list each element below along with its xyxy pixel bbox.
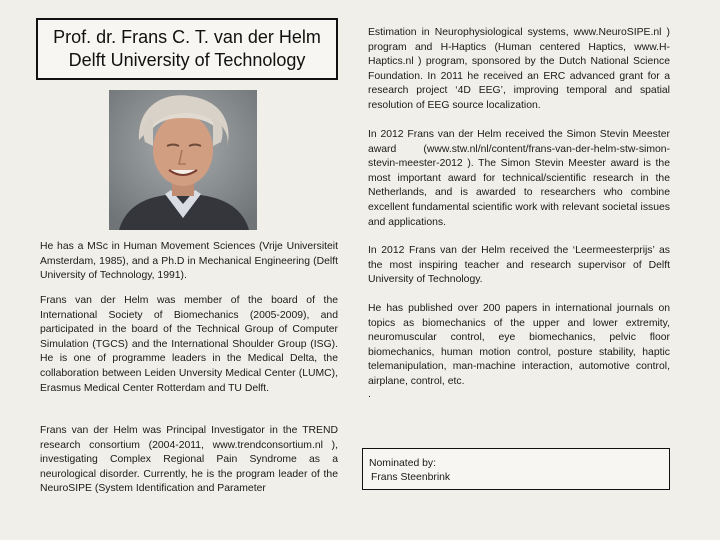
nomination-name: Frans Steenbrink <box>371 472 451 483</box>
right-paragraph-neurosipe: Estimation in Neurophysiological systems, www.NeuroSIPE.nl ) program and H-Haptics (Human centered Haptics, www.H-Haptics.nl ) program, sponsored by the Dutch National Science Foundation. In 2011 he received an ERC advanced grant for a research project ‘4D EEG’, improving temporal and spatial resolution of EEG source localization. <box>368 27 670 111</box>
right-paragraph-simon-stevin: In 2012 Frans van der Helm received the Simon Stevin Meester award (www.stw.nl/nl/content/frans-van-der-helm-stw-simon-stevin-meester-2012 ). The Simon Stevin Meester award is the most important award for technical/scientific research in the Netherlands, and is awarded to researchers who combine excellent fundamental scientific work with relevant societal issues and applications. <box>368 129 670 228</box>
portrait-illustration <box>109 90 257 230</box>
left-paragraph-trend: Frans van der Helm was Principal Investigator in the TREND research consortium (2004-2011, www.trendconsortium.nl ), investigating Complex Regional Pain Syndrome as a neurological disorder. Currently, he is the program leader of the NeuroSIPE (System Identification and Parameter <box>40 425 338 495</box>
right-paragraph-publications: He has published over 200 papers in international journals on topics as biomechanics of the upper and lower extremity, neuromuscular control, eye biomechanics, pelvic floor biomechanics, human motion control, posture stability, haptic telemanipulation, man-machine interaction, automotive control, airplane, control, etc. <box>368 303 670 387</box>
right-paragraph-leermeesterprijs: In 2012 Frans van der Helm received the ‘Leermeesterprijs’ as the most inspiring teacher and research supervisor of Delft University of Technology. <box>368 245 670 286</box>
title-affiliation: Delft University of Technology <box>68 50 306 70</box>
left-paragraph-boards: Frans van der Helm was member of the board of the International Society of Biomechanics (2005-2009), and participated in the board of the Technical Group of Computer Simulation (TGCS) and the International Shoulder Group (ISG). He is one of programme leaders in the Medical Delta, the collaboration between Leiden Unversity Medical Center (LUMC), Erasmus Medical Center Rotterdam and TU Delft. <box>40 295 338 394</box>
title-name: Prof. dr. Frans C. T. van der Helm <box>53 27 321 47</box>
stray-dot: . <box>368 389 371 400</box>
nomination-label: Nominated by: <box>369 458 436 469</box>
nomination-box <box>362 448 670 490</box>
portrait-photo <box>109 90 257 230</box>
left-paragraph-education: He has a MSc in Human Movement Sciences (Vrije Universiteit Amsterdam, 1985), and a Ph.D in Mechanical Engineering (Delft University of Technology, 1991). <box>40 241 338 282</box>
title-box <box>36 18 338 80</box>
